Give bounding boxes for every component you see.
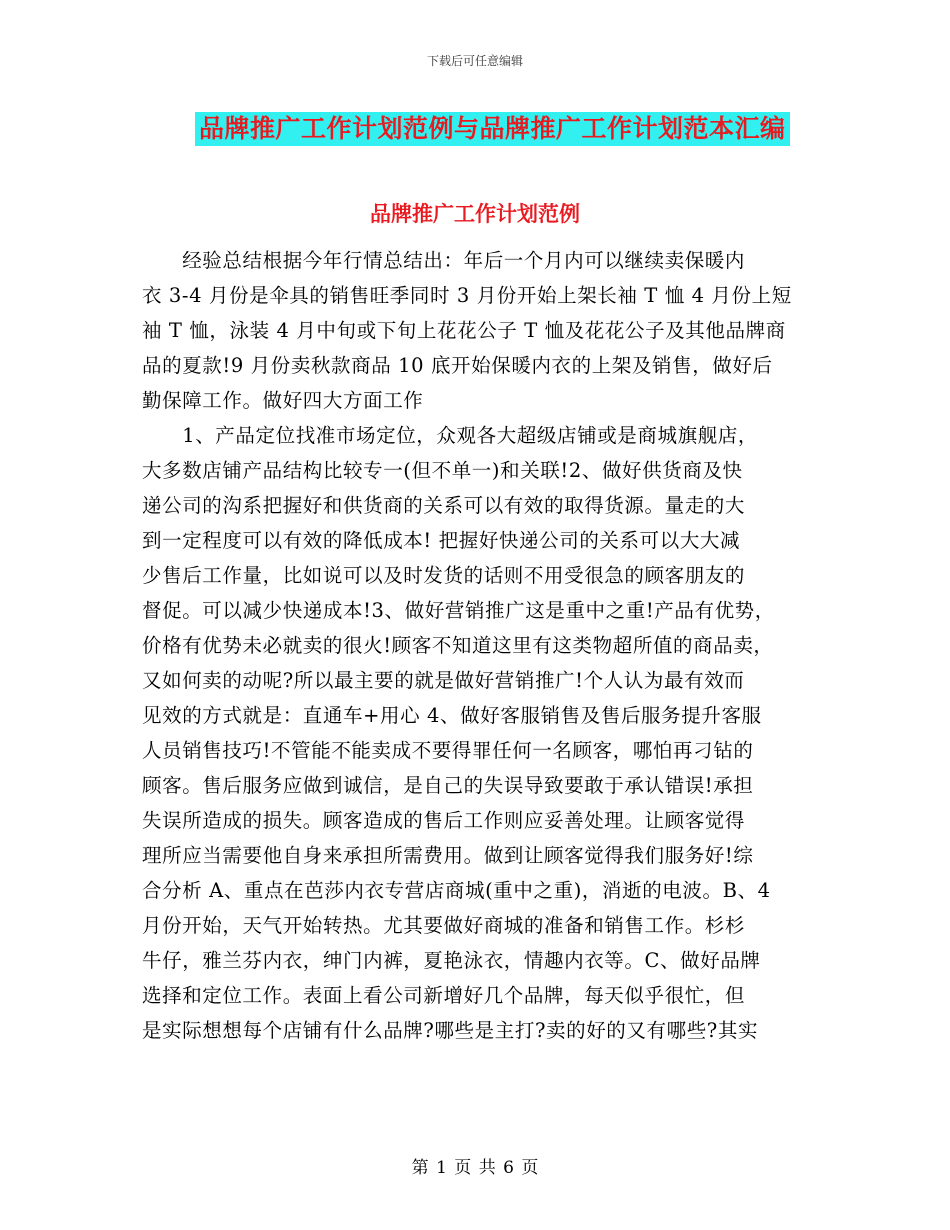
body-line: 人员销售技巧!不管能不能卖成不要得罪任何一名顾客，哪怕再刁钻的 bbox=[142, 739, 754, 762]
body-line: 经验总结根据今年行情总结出：年后一个月内可以继续卖保暖内 bbox=[142, 249, 746, 272]
body-line: 是实际想想每个店铺有什么品牌?哪些是主打?卖的好的又有哪些?其实 bbox=[142, 1019, 759, 1042]
body-line: 月份开始，天气开始转热。尤其要做好商城的准备和销售工作。杉杉 bbox=[142, 914, 746, 937]
body-line: 失误所造成的损失。顾客造成的售后工作则应妥善处理。让顾客觉得 bbox=[142, 809, 746, 832]
body-line: 勤保障工作。做好四大方面工作 bbox=[142, 389, 424, 412]
body-line: 选择和定位工作。表面上看公司新增好几个品牌，每天似乎很忙，但 bbox=[142, 984, 746, 1007]
document-title: 品牌推广工作计划范例与品牌推广工作计划范本汇编 bbox=[195, 112, 790, 146]
body-line: 牛仔，雅兰芬内衣，绅门内裤，夏艳泳衣，情趣内衣等。C、做好品牌 bbox=[142, 949, 761, 972]
body-line: 1、产品定位找准市场定位，众观各大超级店铺或是商城旗舰店， bbox=[142, 424, 759, 447]
body-line: 袖 T 恤，泳装 4 月中旬或下旬上花花公子 T 恤及花花公子及其他品牌商 bbox=[142, 319, 786, 342]
body-line: 顾客。售后服务应做到诚信，是自己的失误导致要敢于承认错误!承担 bbox=[142, 774, 754, 797]
body-line: 理所应当需要他自身来承担所需费用。做到让顾客觉得我们服务好!综 bbox=[142, 844, 754, 867]
body-line: 到一定程度可以有效的降低成本! 把握好快递公司的关系可以大大减 bbox=[142, 529, 741, 552]
body-line: 衣 3-4 月份是伞具的销售旺季同时 3 月份开始上架长袖 T 恤 4 月份上短 bbox=[142, 284, 792, 307]
body-line: 又如何卖的动呢?所以最主要的就是做好营销推广!个人认为最有效而 bbox=[142, 669, 745, 692]
body-line: 品的夏款!9 月份卖秋款商品 10 底开始保暖内衣的上架及销售，做好后 bbox=[142, 354, 773, 377]
body-line: 大多数店铺产品结构比较专一(但不单一)和关联!2、做好供货商及快 bbox=[142, 459, 743, 482]
body-line: 见效的方式就是：直通车+用心 4、做好客服销售及售后服务提升客服 bbox=[142, 704, 762, 727]
body-text bbox=[142, 243, 818, 1048]
header-note: 下载后可任意编辑 bbox=[426, 54, 523, 68]
page-number-footer: 第 1 页 共 6 页 bbox=[411, 1158, 539, 1178]
body-line: 递公司的沟系把握好和供货商的关系可以有效的取得货源。量走的大 bbox=[142, 494, 746, 517]
body-line: 少售后工作量，比如说可以及时发货的话则不用受很急的顾客朋友的 bbox=[142, 564, 746, 587]
body-line: 督促。可以减少快递成本!3、做好营销推广这是重中之重!产品有优势， bbox=[142, 599, 775, 622]
section-title: 品牌推广工作计划范例 bbox=[370, 201, 580, 226]
body-line: 合分析 A、重点在芭莎内衣专营店商城(重中之重)，消逝的电波。B、4 bbox=[142, 879, 771, 902]
body-line: 价格有优势未必就卖的很火!顾客不知道这里有这类物超所值的商品卖， bbox=[142, 634, 774, 657]
